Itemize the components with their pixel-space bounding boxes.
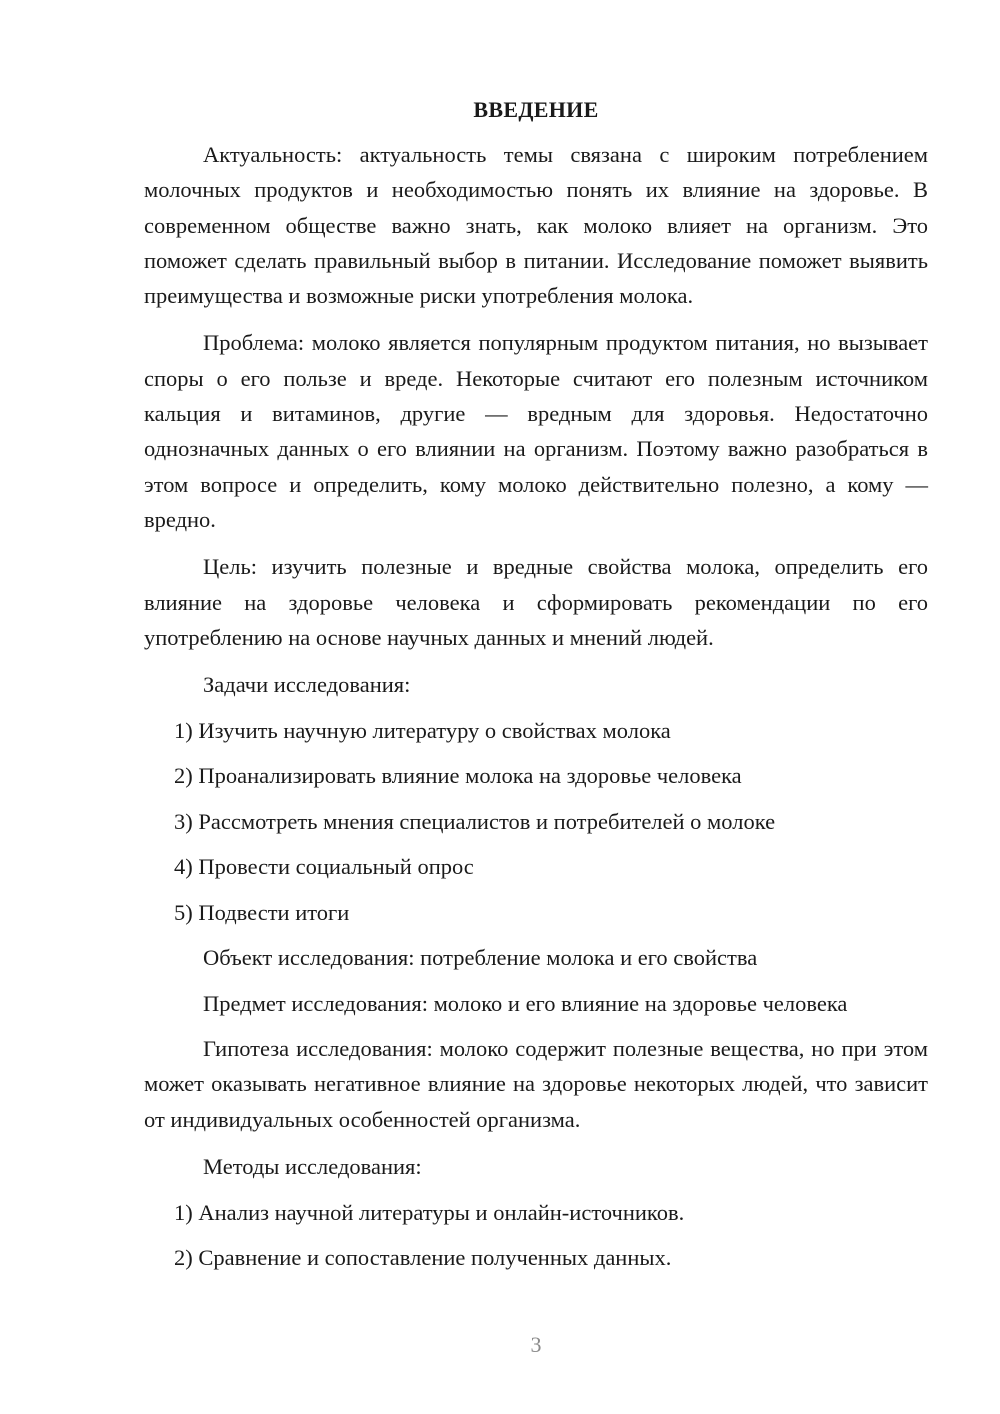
method-item: 1) Анализ научной литературы и онлайн-источников. <box>174 1199 685 1225</box>
task-item: 3) Рассмотреть мнения специалистов и потребителей о молоке <box>174 808 776 834</box>
task-item: 4) Провести социальный опрос <box>174 854 474 880</box>
task-item: 5) Подвести итоги <box>174 899 350 925</box>
research-object: Объект исследования: потребление молока и его свойства <box>203 945 758 971</box>
section-title: ВВЕДЕНИЕ <box>473 97 599 122</box>
goal-paragraph: Цель: изучить полезные и вредные свойства молока, определить его влияние на здоровье человека и сформировать рекомендации по его употреблению на основе научных данных и мнений людей. <box>144 554 928 650</box>
relevance-paragraph: Актуальность: актуальность темы связана с широким потреблением молочных продуктов и необходимостью понять их влияние на здоровье. В современном обществе важно знать, как молоко влияет на организм. Это поможет сделать правильный выбор в питании. Исследование поможет выявить преимущества и возможные риски употребления молока. <box>144 142 928 309</box>
page-content <box>144 90 928 1286</box>
tasks-heading: Задачи исследования: <box>203 672 411 698</box>
page-number: 3 <box>530 1332 542 1357</box>
task-item: 2) Проанализировать влияние молока на здоровье человека <box>174 763 742 789</box>
method-item: 2) Сравнение и сопоставление полученных данных. <box>174 1245 672 1271</box>
hypothesis-paragraph: Гипотеза исследования: молоко содержит полезные вещества, но при этом может оказывать негативное влияние на здоровье некоторых людей, что зависит от индивидуальных особенностей организма. <box>144 1036 928 1132</box>
research-subject: Предмет исследования: молоко и его влияние на здоровье человека <box>203 990 848 1016</box>
task-item: 1) Изучить научную литературу о свойствах молока <box>174 717 671 743</box>
problem-paragraph: Проблема: молоко является популярным продуктом питания, но вызывает споры о его пользе и вреде. Некоторые считают его полезным источником кальция и витаминов, другие — вредным для здоровья. Недостаточно однозначных данных о его влиянии на организм. Поэтому важно разобраться в этом вопросе и определить, кому молоко действительно полезно, а кому — вредно. <box>144 330 928 532</box>
methods-heading: Методы исследования: <box>203 1154 422 1180</box>
